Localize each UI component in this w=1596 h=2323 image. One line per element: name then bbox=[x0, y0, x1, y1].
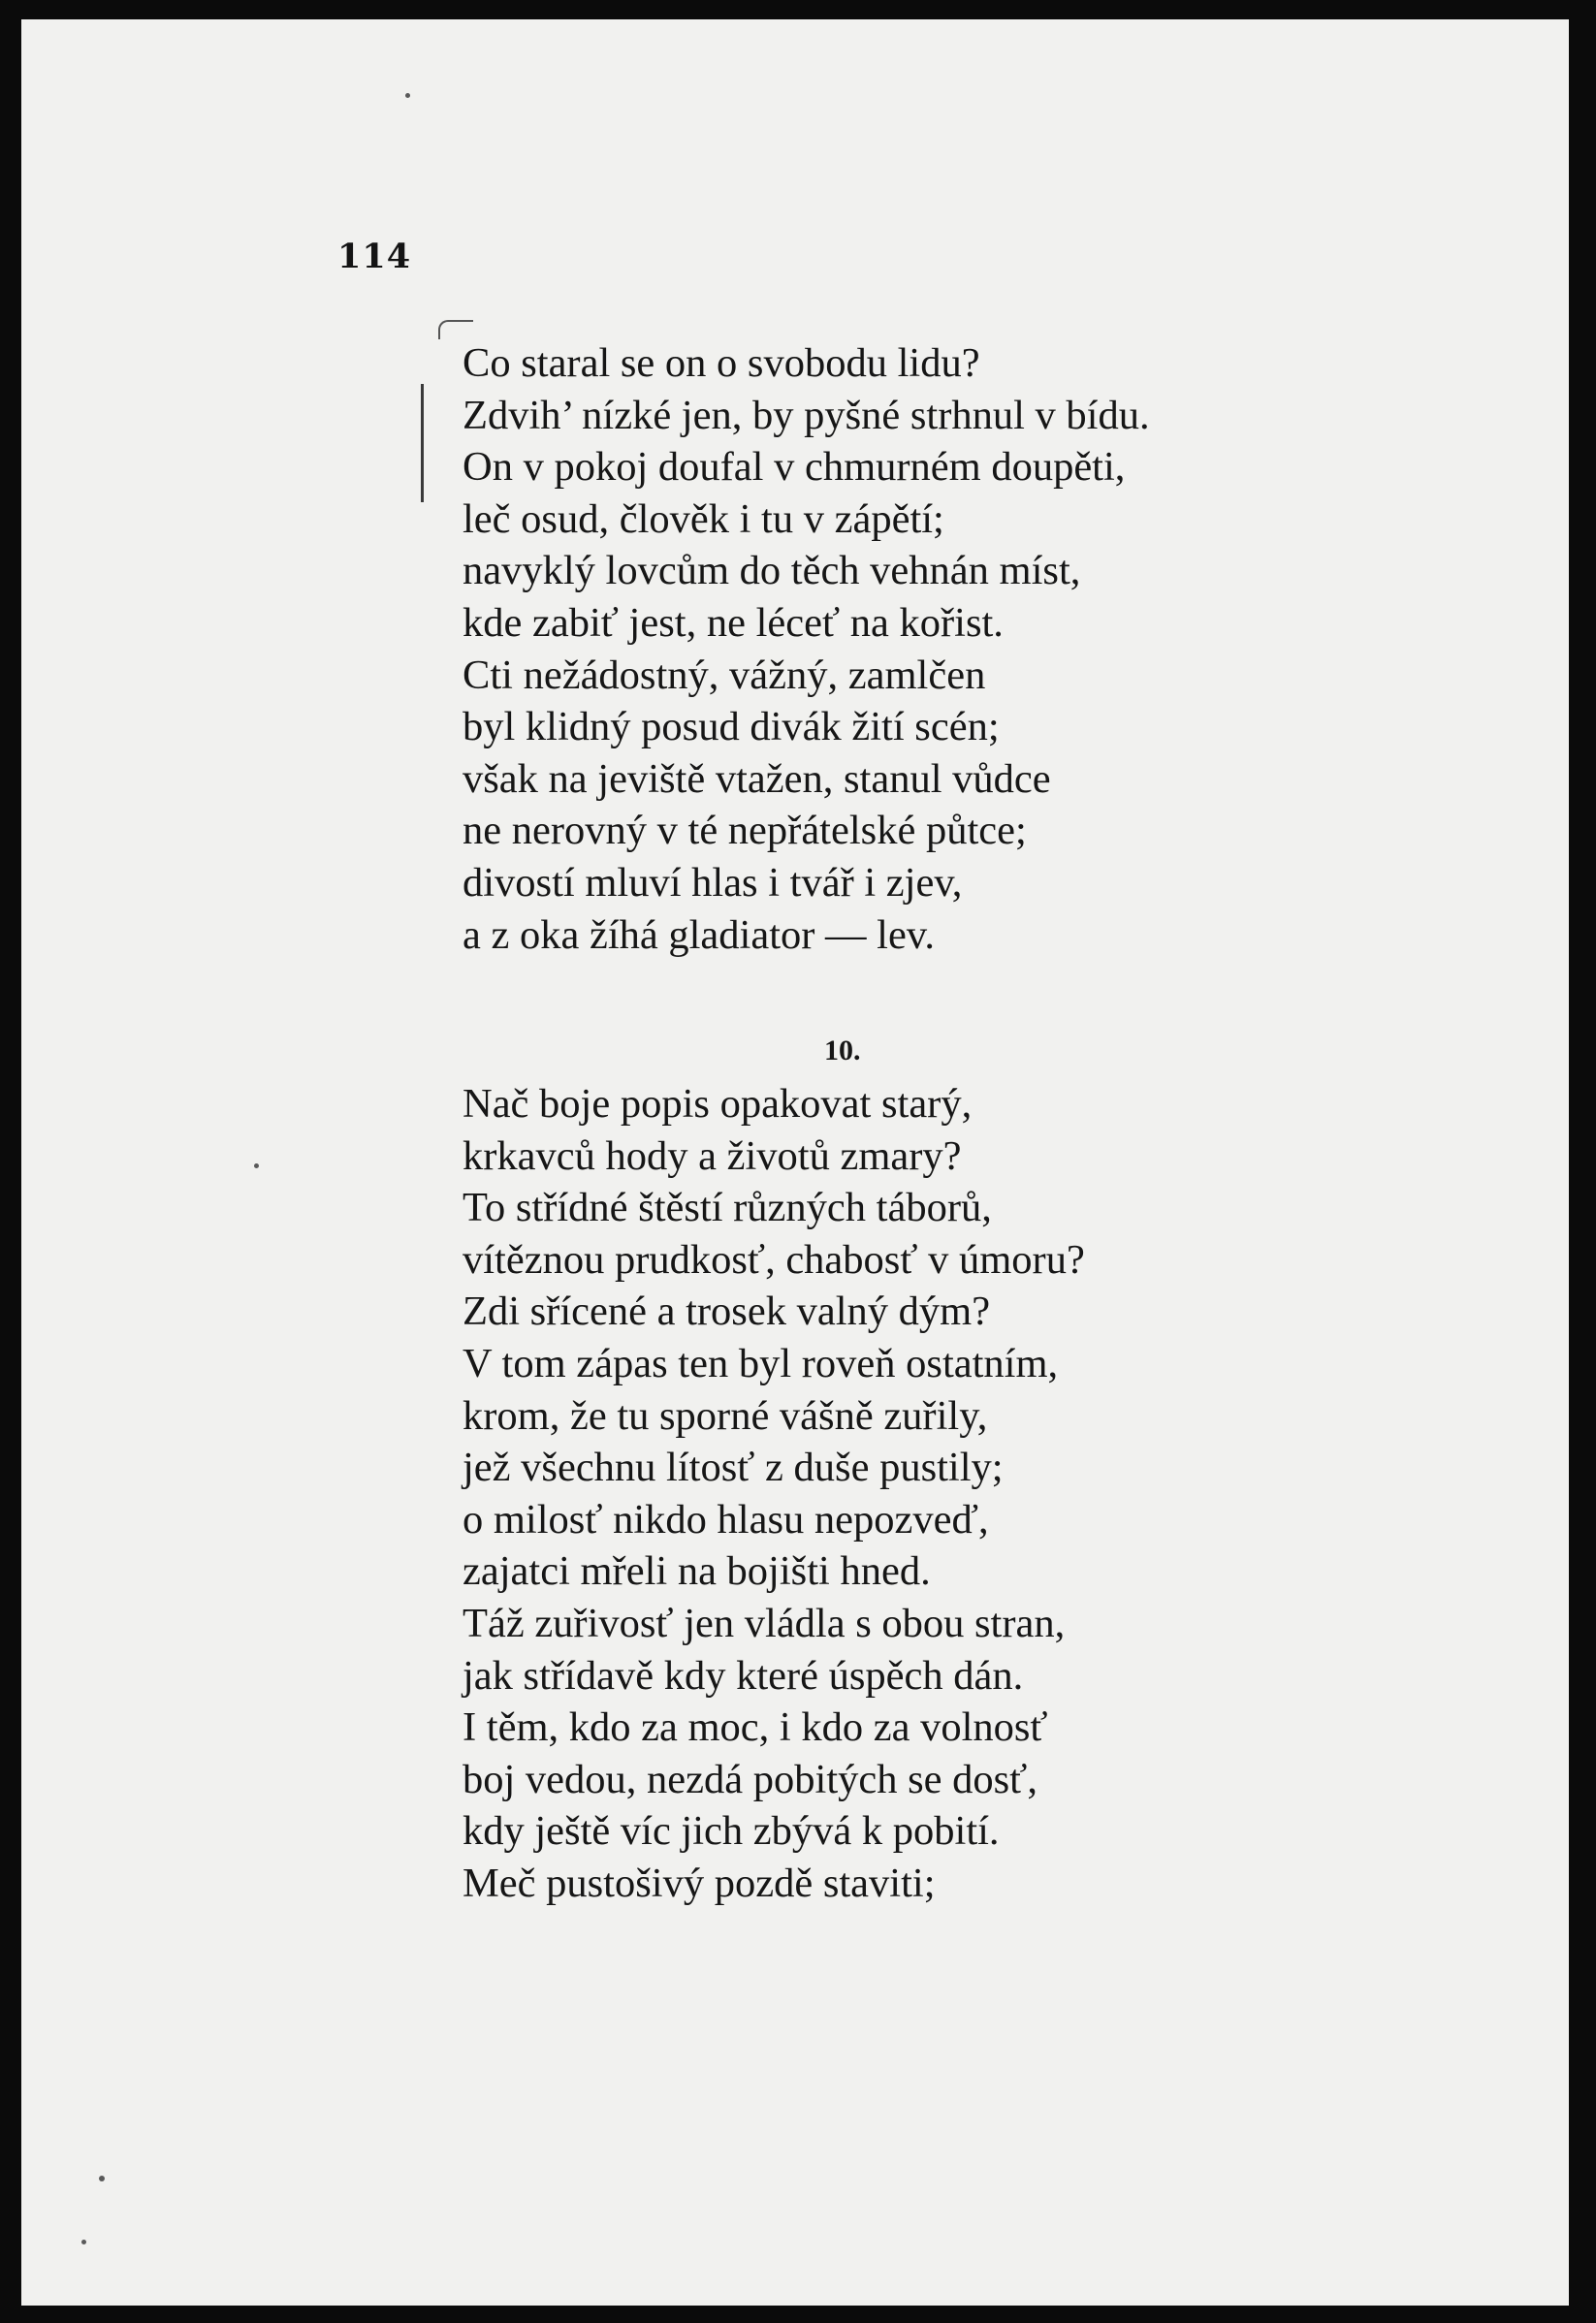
poem-line: Nač boje popis opakovat starý, bbox=[463, 1081, 973, 1127]
poem-stanza bbox=[463, 337, 1150, 961]
poem-line: Cti nežádostný, vážný, zamlčen bbox=[463, 652, 986, 698]
poem-line: leč osud, člověk i tu v zápětí; bbox=[463, 495, 944, 542]
poem-line: jež všechnu lítosť z duše pustily; bbox=[463, 1445, 1004, 1491]
poem-line: boj vedou, nezdá pobitých se dosť, bbox=[463, 1756, 1037, 1802]
poem-line: ne nerovný v té nepřátelské půtce; bbox=[463, 808, 1027, 854]
poem-line: zajatci mřeli na bojišti hned. bbox=[463, 1548, 931, 1595]
section-number: 10. bbox=[824, 1034, 861, 1066]
page-number: 114 bbox=[337, 237, 412, 276]
poem-line: Zdvih’ nízké jen, by pyšné strhnul v bídu. bbox=[463, 392, 1150, 438]
paper-speck bbox=[405, 93, 410, 98]
paper-speck bbox=[99, 2176, 105, 2181]
poem-line: a z oka žíhá gladiator — lev. bbox=[463, 911, 935, 958]
poem-line: Zdi sřícené a trosek valný dým? bbox=[463, 1289, 991, 1335]
poem-line: navyklý lovcům do těch vehnán míst, bbox=[463, 548, 1081, 594]
poem-line: krkavců hody a životů zmary? bbox=[463, 1132, 962, 1179]
poem-line: však na jeviště vtažen, stanul vůdce bbox=[463, 755, 1051, 802]
poem-line: kdy ještě víc jich zbývá k pobití. bbox=[463, 1808, 1000, 1855]
poem-line: o milosť nikdo hlasu nepozveď, bbox=[463, 1496, 989, 1543]
poem-line: V tom zápas ten byl roveň ostatním, bbox=[463, 1340, 1059, 1386]
poem-stanza bbox=[463, 1078, 1085, 1910]
poem-line: To střídné štěstí různých táborů, bbox=[463, 1185, 992, 1231]
poem-line: Meč pustošivý pozdě staviti; bbox=[463, 1860, 936, 1906]
poem-line: byl klidný posud divák žití scén; bbox=[463, 704, 1000, 750]
poem-line: Táž zuřivosť jen vládla s obou stran, bbox=[463, 1600, 1066, 1646]
book-page bbox=[21, 19, 1569, 2306]
paper-speck bbox=[81, 2240, 86, 2244]
poem-line: Co staral se on o svobodu lidu? bbox=[463, 340, 980, 386]
poem-line: kde zabiť jest, ne léceť na kořist. bbox=[463, 599, 1004, 646]
poem-line: On v pokoj doufal v chmurném doupěti, bbox=[463, 444, 1126, 491]
poem-line: jak střídavě kdy které úspěch dán. bbox=[463, 1652, 1024, 1699]
poem-line: vítěznou prudkosť, chabosť v úmoru? bbox=[463, 1236, 1085, 1283]
poem-line: I těm, kdo za moc, i kdo za volnosť bbox=[463, 1704, 1048, 1751]
poem-line: krom, že tu sporné vášně zuřily, bbox=[463, 1392, 988, 1439]
margin-bracket-mark bbox=[421, 384, 424, 502]
poem-line: divostí mluví hlas i tvář i zjev, bbox=[463, 859, 963, 906]
pencil-hook-mark bbox=[438, 320, 473, 339]
paper-speck bbox=[254, 1163, 259, 1168]
